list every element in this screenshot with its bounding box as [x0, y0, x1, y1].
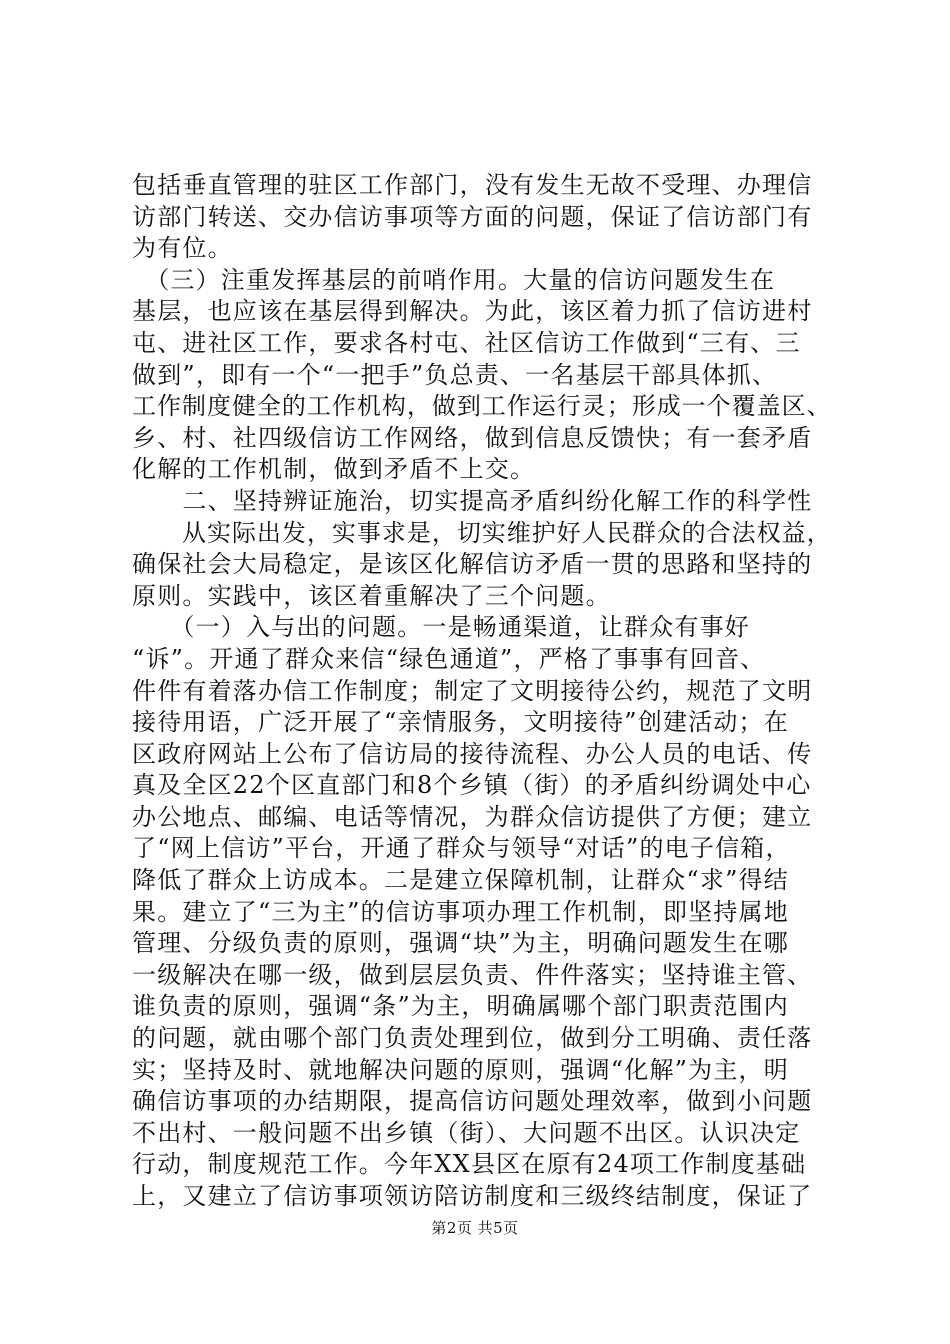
page-number: 第2页 共5页 — [431, 1219, 519, 1237]
text-line: 区政府网站上公布了信访局的接待流程、办公人员的电话、传 — [132, 739, 813, 768]
text-line: 办公地点、邮编、电话等情况，为群众信访提供了方便；建立 — [132, 802, 813, 831]
text-line: 基层，也应该在基层得到解决。为此，该区着力抓了信访进村 — [132, 297, 813, 326]
text-line: 行动，制度规范工作。今年XX县区在原有24项工作制度基础 — [132, 1150, 807, 1179]
text-line: 包括垂直管理的驻区工作部门，没有发生无故不受理、办理信 — [132, 171, 813, 199]
text-line: 确保社会大局稳定，是该区化解信访矛盾一贯的思路和坚持的 — [132, 550, 813, 579]
text-line: 做到”，即有一个“一把手”负总责、一名基层干部具体抓、 — [132, 360, 778, 389]
text-line: 了“网上信访”平台，开通了群众与领导“对话”的电子信箱， — [132, 834, 791, 863]
text-line: 不出村、一般问题不出乡镇（街）、大问题不出区。认识决定 — [132, 1118, 801, 1147]
text-line: 谁负责的原则，强调“条”为主，明确属哪个部门职责范围内 — [132, 992, 789, 1021]
text-line: 确信访事项的办结期限，提高信访问题处理效率，做到小问题 — [132, 1087, 813, 1116]
text-line: 工作制度健全的工作机构，做到工作运行灵；形成一个覆盖区、 — [132, 392, 832, 421]
text-line: 屯、进社区工作，要求各村屯、社区信访工作做到“三有、三 — [132, 328, 801, 357]
text-line: 原则。实践中，该区着重解决了三个问题。 — [132, 581, 611, 610]
document-body — [132, 170, 832, 1213]
text-line: 果。建立了“三为主”的信访事项办理工作机制，即坚持属地 — [132, 897, 789, 926]
text-line: 化解的工作机制，做到矛盾不上交。 — [132, 455, 536, 484]
text-line: 乡、村、社四级信访工作网络，做到信息反馈快；有一套矛盾 — [132, 423, 813, 452]
text-line: 件件有着落办信工作制度；制定了文明接待公约，规范了文明 — [132, 676, 813, 705]
text-line: （一）入与出的问题。一是畅通渠道，让群众有事好 — [132, 613, 750, 642]
text-line: 的问题，就由哪个部门负责处理到位，做到分工明确、责任落 — [132, 1024, 813, 1053]
text-line: 真及全区22个区直部门和8个乡镇（街）的矛盾纠纷调处中心 — [132, 771, 812, 800]
text-line: 管理、分级负责的原则，强调“块”为主，明确问题发生在哪 — [132, 929, 789, 958]
text-line: （三）注重发挥基层的前哨作用。大量的信访问题发生在 — [132, 265, 776, 294]
text-line: 二、坚持辨证施治，切实提高矛盾纠纷化解工作的科学性 — [132, 486, 813, 515]
text-line: 一级解决在哪一级，做到层层负责、件件落实；坚持谁主管、 — [132, 960, 813, 989]
text-line: 实；坚持及时、就地解决问题的原则，强调“化解”为主，明 — [132, 1055, 789, 1084]
text-line: 降低了群众上访成本。二是建立保障机制，让群众“求”得结 — [132, 866, 789, 895]
text-line: 为有位。 — [132, 234, 233, 263]
text-line: “诉”。开通了群众来信“绿色通道”，严格了事事有回音、 — [132, 644, 766, 673]
text-line: 上，又建立了信访事项领访陪访制度和三级终结制度，保证了 — [132, 1182, 813, 1210]
text-line: 访部门转送、交办信访事项等方面的问题，保证了信访部门有 — [132, 202, 813, 231]
text-line: 接待用语，广泛开展了“亲情服务，文明接待”创建活动；在 — [132, 708, 789, 737]
text-line: 从实际出发，实事求是，切实维护好人民群众的合法权益， — [132, 518, 832, 547]
